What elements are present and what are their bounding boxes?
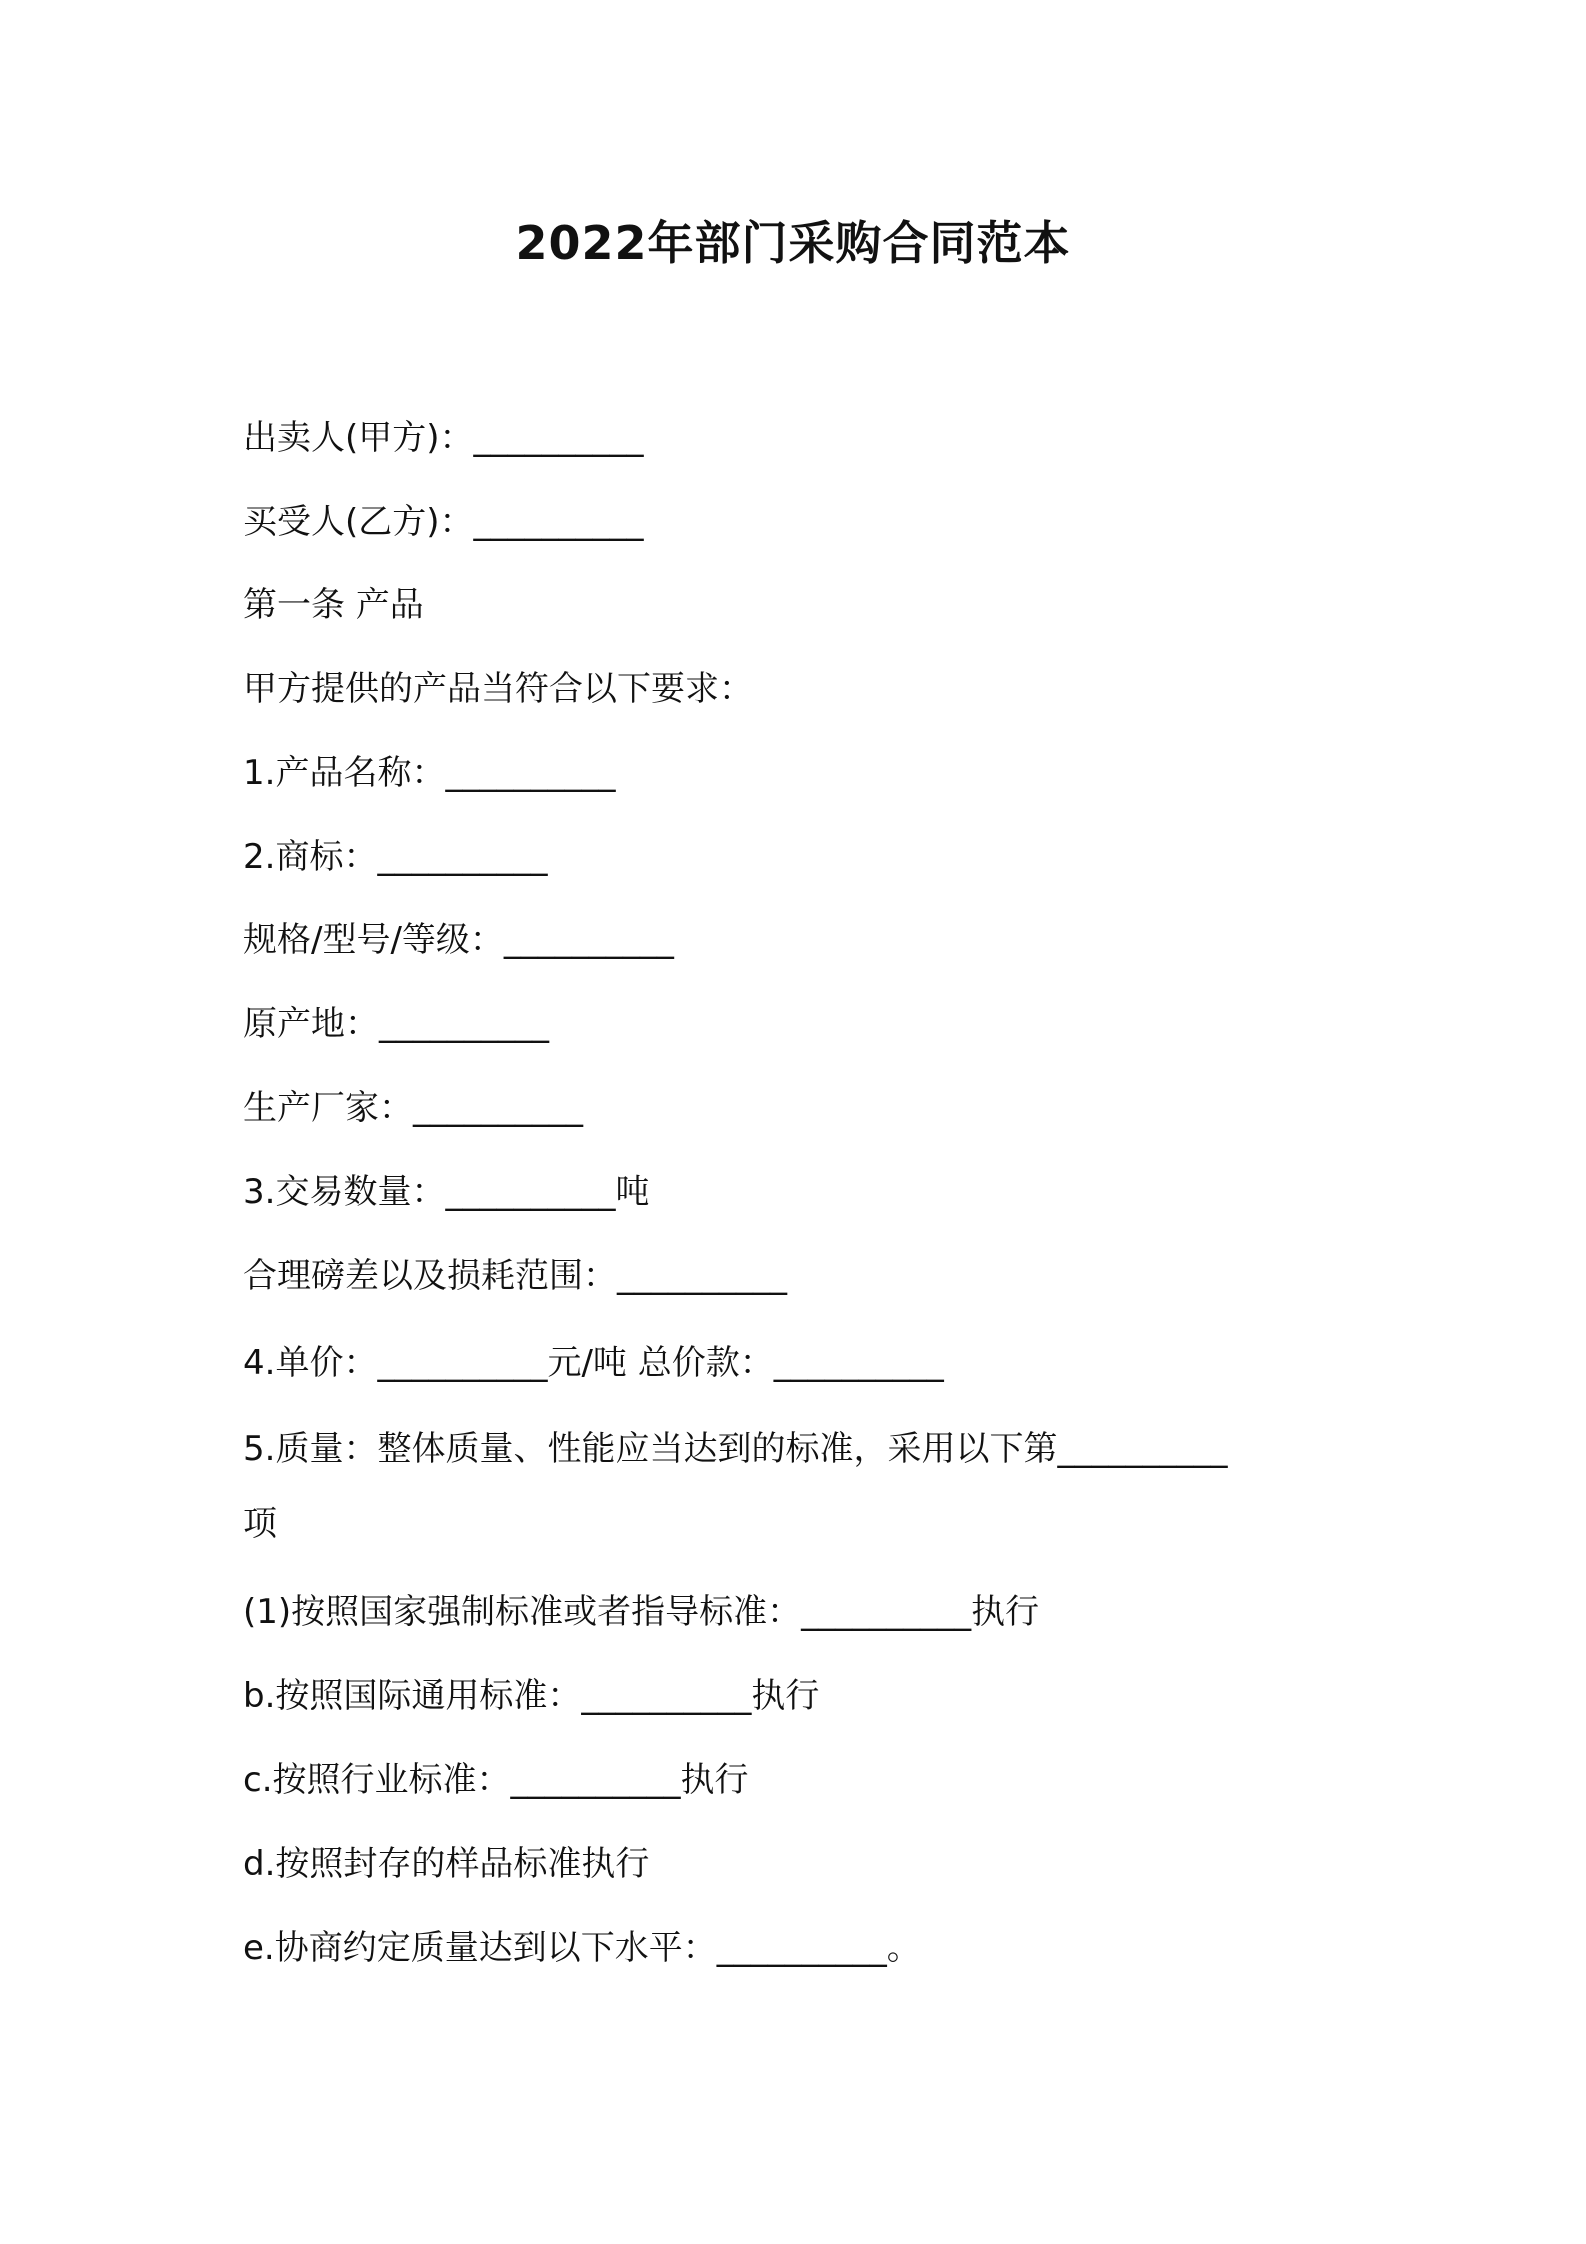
- quantity-line: 3.交易数量：__________吨: [243, 1172, 650, 1212]
- trademark-line: 2.商标：__________: [243, 837, 548, 877]
- buyer-line: 买受人(乙方)：__________: [243, 502, 644, 542]
- seller-line: 出卖人(甲方)：__________: [243, 418, 644, 458]
- origin-line: 原产地：__________: [243, 1004, 549, 1044]
- requirements-intro: 甲方提供的产品当符合以下要求：: [243, 669, 753, 709]
- sealed-sample-line: d.按照封存的样品标准执行: [243, 1844, 650, 1884]
- international-standard-line: b.按照国际通用标准：__________执行: [243, 1676, 820, 1716]
- tolerance-line: 合理磅差以及损耗范围：__________: [243, 1256, 787, 1296]
- quality-line: 5.质量：整体质量、性能应当达到的标准，采用以下第__________: [243, 1429, 1228, 1469]
- agreed-quality-line: e.协商约定质量达到以下水平：__________。: [243, 1928, 921, 1968]
- document-title: 2022年部门采购合同范本: [515, 216, 1071, 270]
- national-standard-line: (1)按照国家强制标准或者指导标准：__________执行: [243, 1592, 1040, 1632]
- quality-line-continuation: 项: [243, 1504, 277, 1544]
- product-name-line: 1.产品名称：__________: [243, 753, 616, 793]
- industry-standard-line: c.按照行业标准：__________执行: [243, 1760, 749, 1800]
- price-line: 4.单价：__________元/吨 总价款：__________: [243, 1343, 944, 1383]
- article-one-heading: 第一条 产品: [243, 585, 424, 625]
- manufacturer-line: 生产厂家：__________: [243, 1088, 583, 1128]
- spec-model-grade-line: 规格/型号/等级：__________: [243, 920, 674, 960]
